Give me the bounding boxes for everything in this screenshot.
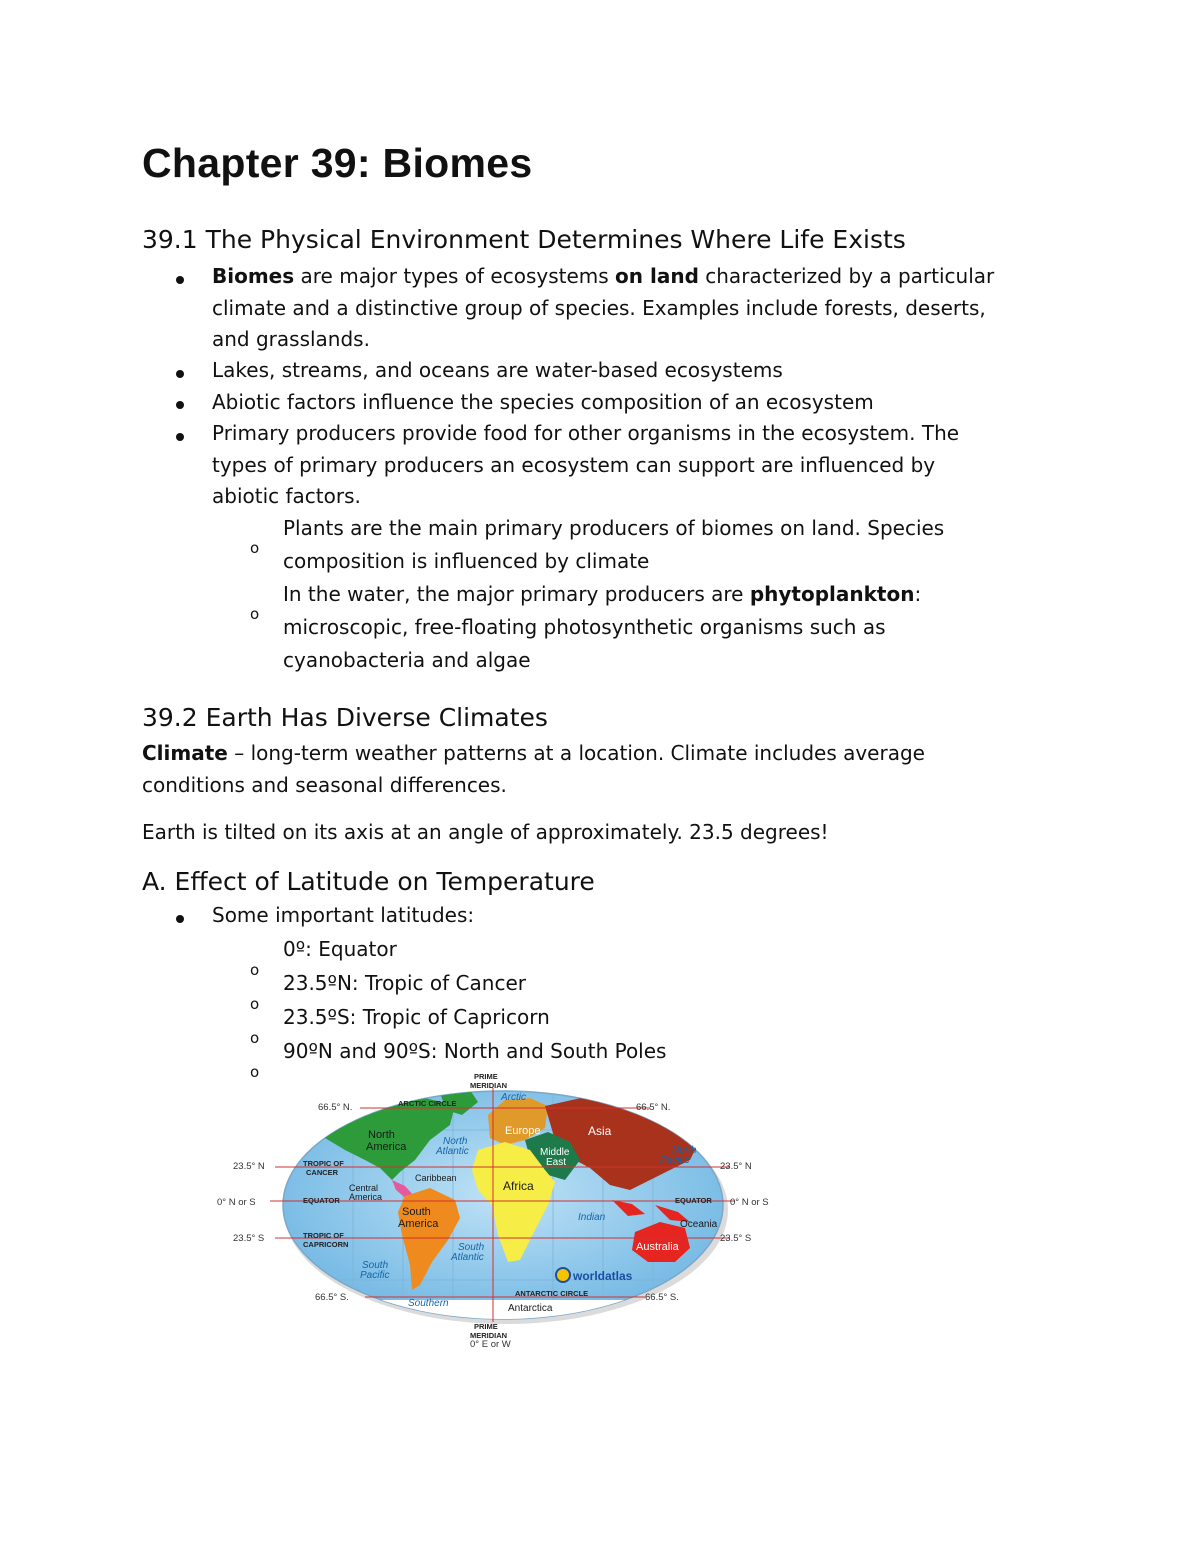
label-prime-top: PRIME [474, 1072, 498, 1081]
bullet-dot [176, 915, 184, 923]
label-tropic-cancer-2: CANCER [306, 1168, 339, 1177]
worldatlas-logo [556, 1268, 633, 1283]
label-tropic-cancer: TROPIC OF [303, 1159, 344, 1168]
term-phytoplankton: phytoplankton [749, 582, 915, 606]
label-665s-right: 66.5° S. [645, 1292, 679, 1303]
sub-bullet-marker: o [250, 961, 260, 979]
label-tropic-capricorn-2: CAPRICORN [303, 1240, 349, 1249]
label-caribbean: Caribbean [415, 1173, 457, 1183]
latitude-item: 23.5ºN: Tropic of Cancer [283, 971, 526, 995]
label-arctic: Arctic [501, 1092, 526, 1103]
label-0-left: 0° N or S [217, 1197, 256, 1208]
label-antarctic-circle: ANTARCTIC CIRCLE [515, 1289, 589, 1298]
sub-bullet-marker: o [250, 995, 260, 1013]
label-north-pacific-2: Pacific [660, 1155, 690, 1166]
label-central-america: Central [349, 1183, 379, 1193]
bullet-dot [176, 276, 184, 284]
label-prime-value: 0° E or W [470, 1339, 511, 1350]
label-europe: Europe [505, 1125, 541, 1137]
sub-list-item: Plants are the main primary producers of biomes on land. Species composition is influenced by climate [283, 516, 945, 573]
label-equator-left: EQUATOR [303, 1196, 340, 1205]
label-oceania: Oceania [680, 1219, 718, 1230]
sub-list-item: In the water, the major primary producers are phytoplankton: microscopic, free-floating photosynthetic organisms such as cyanobacteria and algae [283, 582, 922, 672]
section-heading-39-1: 39.1 The Physical Environment Determines Where Life Exists [142, 225, 906, 254]
label-asia: Asia [588, 1124, 612, 1138]
label-235n-right: 23.5° N [720, 1161, 752, 1172]
label-235s-left: 23.5° S [233, 1233, 265, 1244]
label-south-pacific-2: Pacific [360, 1270, 390, 1281]
label-665s-left: 66.5° S. [315, 1292, 349, 1303]
label-0-right: 0° N or S [730, 1197, 769, 1208]
sub-bullet-marker: o [250, 605, 260, 623]
list-item: Some important latitudes: [212, 903, 475, 927]
term-on-land: on land [615, 264, 699, 288]
label-australia: Australia [636, 1241, 679, 1253]
term-climate: Climate [142, 741, 228, 765]
tilt-statement: Earth is tilted on its axis at an angle of approximately. 23.5 degrees! [142, 820, 829, 844]
label-prime-bottom: PRIME [474, 1322, 498, 1331]
brand-text: worldatlas [573, 1269, 633, 1283]
label-antarctica: Antarctica [508, 1303, 553, 1314]
label-tropic-capricorn: TROPIC OF [303, 1231, 344, 1240]
label-equator-right: EQUATOR [675, 1196, 712, 1205]
label-north-america: North [368, 1129, 395, 1141]
latitude-item: 23.5ºS: Tropic of Capricorn [283, 1005, 550, 1029]
label-prime-bottom-2: MERIDIAN [470, 1331, 508, 1340]
world-latitude-map [0, 1062, 1200, 1362]
section-heading-39-2: 39.2 Earth Has Diverse Climates [142, 703, 548, 732]
label-africa: Africa [503, 1179, 534, 1193]
sub-bullet-marker: o [250, 539, 260, 557]
label-south-atlantic-2: Atlantic [451, 1252, 484, 1263]
climate-definition: Climate – long-term weather patterns at a location. Climate includes average conditions and seasonal differences. [142, 741, 925, 797]
label-middle-east-2: East [546, 1157, 567, 1168]
label-south-america: South [402, 1206, 431, 1218]
list-item: Lakes, streams, and oceans are water-based ecosystems [212, 358, 783, 382]
term-biomes: Biomes [212, 264, 295, 288]
label-arctic-circle: ARCTIC CIRCLE [398, 1099, 457, 1108]
label-665n-right: 66.5° N. [636, 1102, 671, 1113]
label-indian: Indian [578, 1212, 606, 1223]
label-235n-left: 23.5° N [233, 1161, 265, 1172]
label-north-atlantic: North [443, 1136, 468, 1147]
page-title: Chapter 39: Biomes [142, 140, 533, 186]
label-central-america-2: America [349, 1192, 383, 1202]
label-north-pacific: North [672, 1145, 697, 1156]
list-item: Biomes are major types of ecosystems on land characterized by a particular climate and a distinctive group of species. Examples include forests, deserts, and grasslands. [212, 264, 995, 351]
bullet-dot [176, 370, 184, 378]
sub-bullet-marker: o [250, 1063, 260, 1081]
bullet-dot [176, 401, 184, 409]
label-665n-left: 66.5° N. [318, 1102, 353, 1113]
label-middle-east: Middle [540, 1147, 570, 1158]
label-south-america-2: America [398, 1218, 439, 1230]
latitude-item: 0º: Equator [283, 937, 397, 961]
list-item: Primary producers provide food for other organisms in the ecosystem. The types of primary producers an ecosystem can support are influenced by abiotic factors. [212, 421, 960, 508]
sub-bullet-marker: o [250, 1029, 260, 1047]
label-south-pacific: South [362, 1260, 389, 1271]
label-prime-top-2: MERIDIAN [470, 1081, 508, 1090]
label-southern: Southern [408, 1298, 449, 1309]
label-north-america-2: America [366, 1141, 407, 1153]
label-north-atlantic-2: Atlantic [436, 1146, 469, 1157]
section-heading-a: A. Effect of Latitude on Temperature [142, 867, 595, 896]
label-south-atlantic: South [458, 1242, 485, 1253]
bullet-dot [176, 433, 184, 441]
globe-logo-icon [556, 1268, 570, 1282]
latitude-item: 90ºN and 90ºS: North and South Poles [283, 1039, 667, 1063]
list-item: Abiotic factors influence the species composition of an ecosystem [212, 390, 874, 414]
label-235s-right: 23.5° S [720, 1233, 752, 1244]
